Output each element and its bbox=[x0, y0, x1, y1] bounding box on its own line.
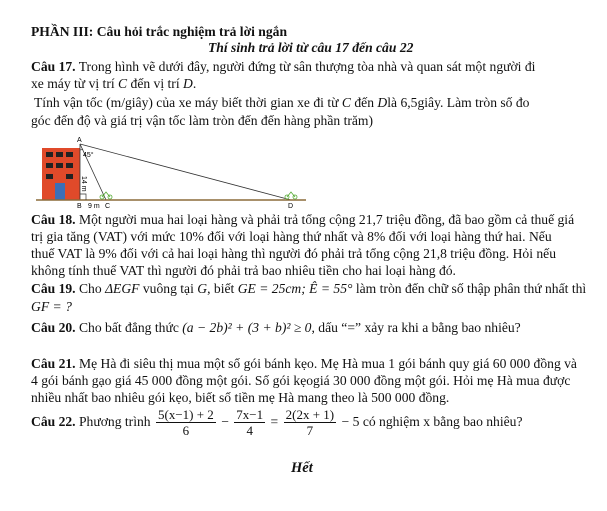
label-height: 14 m bbox=[80, 176, 87, 192]
section-title: PHẦN III: Câu hỏi trắc nghiệm trả lời ngắn bbox=[31, 24, 287, 39]
section-subtitle: Thí sinh trả lời từ câu 17 đến câu 22 bbox=[208, 40, 414, 55]
label-D: D bbox=[288, 203, 294, 210]
q17-line1: Câu 17. Trong hình vẽ dưới đây, người đứng từ sân thượng tòa nhà và quan sát một người đi bbox=[31, 59, 536, 74]
q17-line4: góc đến độ và giá trị vận tốc làm tròn đến đến hàng phần trăm) bbox=[31, 113, 374, 128]
q18-label: Câu 18. bbox=[31, 212, 76, 227]
fraction-1: $\frac{5(x-1) + 2}{6}$ bbox=[157, 407, 214, 439]
label-angle: 45° bbox=[83, 152, 94, 159]
q21-line3: nhiều nhất bao nhiêu gói kẹo, biết số tiền mẹ Hà mang theo là 500 000 đồng. bbox=[31, 390, 450, 405]
motorbike-icon bbox=[285, 192, 297, 199]
q19-line2: GF = ? bbox=[31, 299, 72, 314]
q21-label: Câu 21. bbox=[31, 356, 76, 371]
window-icon bbox=[46, 152, 53, 157]
label-A: A bbox=[77, 137, 82, 144]
q18-line4: không tính thuế VAT thì người đó phải trả bao nhiêu tiền cho hai loại hàng đó. bbox=[31, 263, 456, 278]
q17-line2: xe máy từ vị trí C đến vị trí D. bbox=[31, 76, 197, 91]
label-C: C bbox=[105, 203, 111, 210]
q18-line1: Câu 18. Một người mua hai loại hàng và phải trả tổng cộng 21,7 triệu đồng, đã bao gồm cả thuế giá bbox=[31, 212, 575, 227]
q18-line3: thuế VAT là 9% đối với cả hai loại hàng thì người đó phải trả tổng cộng 21,8 triệu đồng. Hỏi nếu bbox=[31, 246, 557, 261]
q17-label: Câu 17. bbox=[31, 59, 76, 74]
q21-line1: Câu 21. Mẹ Hà đi siêu thị mua một số gói bánh kẹo. Mẹ Hà mua 1 gói bánh quy giá 60 000 đồng và bbox=[31, 356, 577, 371]
q20-label: Câu 20. bbox=[31, 320, 76, 335]
q22-line: Câu 22. Phương trình $\frac{5(x-1) + 2}{6}$ − $\frac{7x-1}{4}$ = $\frac{2(2x + 1)}{7}$ − 5 có nghiệm x bằng bao nhiêu? bbox=[31, 407, 523, 439]
q20-line: Câu 20. Cho bất đẳng thức (a − 2b)² + (3 + b)² ≥ 0, dấu “=” xảy ra khi a bằng bao nhiêu? bbox=[31, 320, 521, 335]
window-icon bbox=[66, 152, 73, 157]
window-icon bbox=[46, 163, 53, 168]
label-base: 9 m bbox=[88, 203, 100, 210]
q22-label: Câu 22. bbox=[31, 414, 76, 429]
end-marker: Hết bbox=[291, 460, 313, 476]
window-icon bbox=[56, 163, 63, 168]
fraction-3: $\frac{2(2x + 1)}{7}$ bbox=[285, 407, 335, 439]
q18-line2: trị gia tăng (VAT) với mức 10% đối với loại hàng thứ nhất và 8% đối với loại hàng thứ hai. Nếu bbox=[31, 229, 552, 244]
label-B: B bbox=[77, 203, 82, 210]
motorbike-icon bbox=[100, 192, 112, 199]
q19-label: Câu 19. bbox=[31, 281, 76, 296]
window-icon bbox=[66, 174, 73, 179]
window-icon bbox=[46, 174, 53, 179]
door-icon bbox=[55, 183, 65, 200]
q21-line2: 4 gói bánh gạo giá 45 000 đồng một gói. Số gói kẹogiá 30 000 đồng một gói. Hỏi mẹ Hà mua được bbox=[31, 373, 571, 388]
q19-line1: Câu 19. Cho ΔEGF vuông tại G, biết GE = 25cm; Ê = 55° làm tròn đến chữ số thập phân thứ nhất thì bbox=[31, 281, 587, 296]
window-icon bbox=[66, 163, 73, 168]
window-icon bbox=[56, 152, 63, 157]
q17-figure bbox=[36, 136, 306, 210]
q17-line3: Tính vận tốc (m/giây) của xe máy biết thời gian xe đi từ C đến Dlà 6,5giây. Làm tròn số đo bbox=[34, 95, 530, 110]
fraction-2: $\frac{7x-1}{4}$ bbox=[236, 407, 264, 439]
